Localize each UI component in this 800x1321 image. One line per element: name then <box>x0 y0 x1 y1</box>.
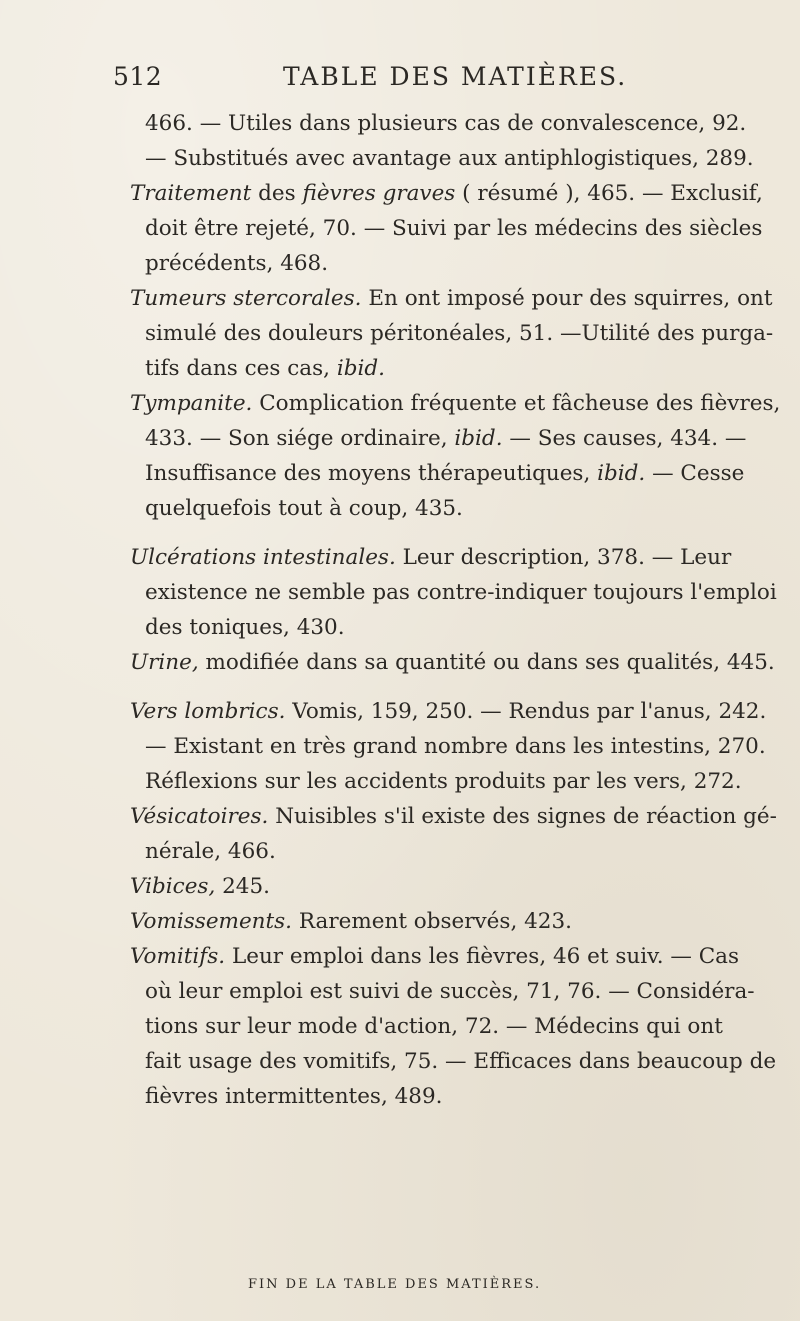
index-entry <box>130 869 770 904</box>
entry-line <box>130 729 770 764</box>
entry-term: fièvres graves <box>302 181 456 206</box>
entry-line <box>130 246 770 281</box>
entry-line <box>130 421 770 456</box>
entry-text: des toniques, 430. <box>145 615 345 640</box>
entry-term: ibid. <box>336 356 385 381</box>
entry-term: ibid. <box>597 461 646 486</box>
entry-text: — Existant en très grand nombre dans les intestins, 270. <box>145 734 766 759</box>
index-entry <box>130 799 777 869</box>
entry-text: — Ses causes, 434. — <box>502 426 747 451</box>
index-entry <box>130 176 770 281</box>
entry-text: des <box>251 181 303 206</box>
entry-line <box>130 106 770 141</box>
entry-term: Vomissements. <box>130 909 293 934</box>
index-entry <box>130 939 777 1114</box>
entry-text: 433. — Son siége ordinaire, <box>145 426 455 451</box>
entry-term: ibid. <box>454 426 503 451</box>
entry-text: tions sur leur mode d'action, 72. — Médecins qui ont <box>145 1014 723 1039</box>
entry-text: doit être rejeté, 70. — Suivi par les médecins des siècles <box>145 216 763 241</box>
entry-term: Tympanite. <box>130 391 253 416</box>
entry-line <box>130 834 770 869</box>
entry-line <box>130 764 770 799</box>
entry-line <box>130 575 777 610</box>
entry-line <box>130 386 781 421</box>
entry-line <box>130 1044 777 1079</box>
entry-line <box>130 281 773 316</box>
entry-text: tifs dans ces cas, <box>145 356 337 381</box>
entry-text: — Cesse <box>645 461 745 486</box>
entry-line <box>130 974 770 1009</box>
entry-term: Vers lombrics. <box>130 699 286 724</box>
entry-line <box>130 799 777 834</box>
entry-term: Vibices, <box>130 874 216 899</box>
index-entry <box>130 645 775 680</box>
entry-term: Vomitifs. <box>130 944 226 969</box>
entry-text: Réflexions sur les accidents produits par les vers, 272. <box>145 769 742 794</box>
entry-text: quelquefois tout à coup, 435. <box>145 496 463 521</box>
entry-text: Insuffisance des moyens thérapeutiques, <box>145 461 598 486</box>
entry-term: Vésicatoires. <box>130 804 269 829</box>
entry-line <box>130 904 770 939</box>
entry-term: Traitement <box>130 181 252 206</box>
entry-text: Complication fréquente et fâcheuse des fièvres, <box>252 391 781 416</box>
entry-text: En ont imposé pour des squirres, ont <box>361 286 773 311</box>
index-entry <box>130 386 781 526</box>
entry-line <box>130 1009 770 1044</box>
entry-text: 466. — Utiles dans plusieurs cas de convalescence, 92. <box>145 111 747 136</box>
entry-line <box>130 694 770 729</box>
entry-text: modifiée dans sa quantité ou dans ses qualités, 445. <box>198 650 775 675</box>
index-entry <box>130 904 770 939</box>
entry-text: Vomis, 159, 250. — Rendus par l'anus, 242. <box>285 699 767 724</box>
entry-line <box>130 176 770 211</box>
index-entry <box>130 281 774 386</box>
entry-line <box>130 869 770 904</box>
page-header <box>113 62 633 102</box>
entry-line <box>130 456 770 491</box>
running-title: TABLE DES MATIÈRES. <box>283 62 628 91</box>
entry-line <box>130 316 774 351</box>
entry-text: précédents, 468. <box>145 251 329 276</box>
entry-text: — Substitués avec avantage aux antiphlogistiques, 289. <box>145 146 754 171</box>
entry-line <box>130 540 770 575</box>
entry-text: simulé des douleurs péritonéales, 51. —Utilité des purga- <box>145 321 774 346</box>
index-entries <box>130 106 781 1114</box>
entry-text: ( résumé ), 465. — Exclusif, <box>455 181 763 206</box>
entry-line <box>130 1079 770 1114</box>
index-entry <box>130 694 770 799</box>
entry-text: Rarement observés, 423. <box>292 909 572 934</box>
entry-term: Tumeurs stercorales. <box>130 286 362 311</box>
entry-text: Leur description, 378. — Leur <box>395 545 732 570</box>
entry-text: fait usage des vomitifs, 75. — Efficaces dans beaucoup de <box>145 1049 777 1074</box>
entry-text: 245. <box>215 874 271 899</box>
entry-text: nérale, 466. <box>145 839 276 864</box>
entry-line <box>130 351 770 386</box>
entry-text: fièvres intermittentes, 489. <box>145 1084 443 1109</box>
entry-text: existence ne semble pas contre-indiquer toujours l'emploi <box>145 580 777 605</box>
entry-line <box>130 491 770 526</box>
index-entry <box>130 540 777 645</box>
entry-line <box>130 645 775 680</box>
entry-text: Leur emploi dans les fièvres, 46 et suiv. — Cas <box>225 944 740 969</box>
entry-text: Nuisibles s'il existe des signes de réaction gé- <box>268 804 777 829</box>
entry-term: Ulcérations intestinales. <box>130 545 396 570</box>
entry-line <box>130 211 770 246</box>
entry-term: Urine, <box>130 650 199 675</box>
entry-line <box>130 939 770 974</box>
end-of-table-note: FIN DE LA TABLE DES MATIÈRES. <box>248 1277 542 1292</box>
entry-line <box>130 610 770 645</box>
index-entry <box>130 106 770 176</box>
page-number: 512 <box>113 62 163 91</box>
entry-text: où leur emploi est suivi de succès, 71, 76. — Considéra- <box>145 979 755 1004</box>
entry-line <box>130 141 770 176</box>
